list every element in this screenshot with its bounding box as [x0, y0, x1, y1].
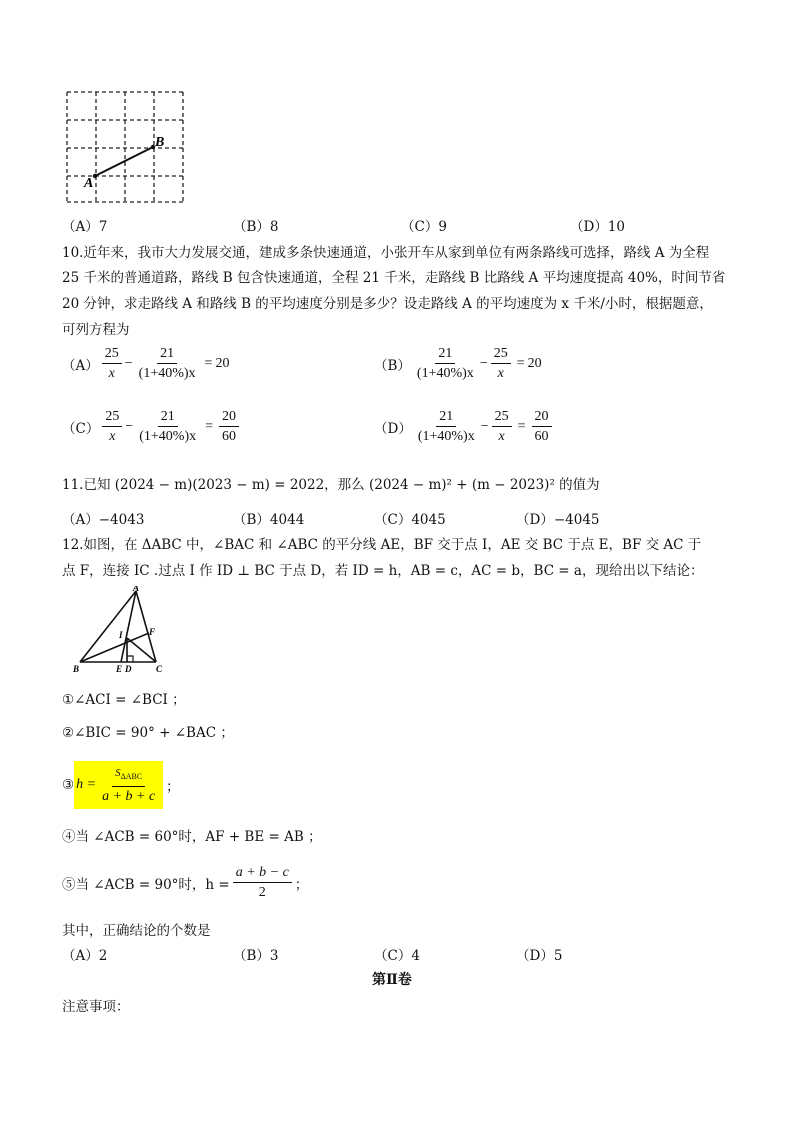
label-b: B [155, 135, 165, 150]
q12-question: 其中，正确结论的个数是 [62, 923, 211, 939]
q9-option-a: （A）7 [62, 219, 108, 235]
label-a: A [84, 176, 94, 191]
q9-option-b: （B）8 [233, 219, 279, 235]
q12-option-a: （A）2 [62, 948, 108, 964]
q10-option-a: （A） $\frac{25}{x}$ − $\frac{21}{(1+40\%)x}$ = 20 [62, 346, 230, 381]
q12-conclusion-2: ②∠BIC = 90° + ∠BAC ； [62, 725, 234, 741]
q12-conclusion-1: ①∠ACI = ∠BCI ； [62, 692, 186, 708]
q12-conclusion-5: ⑤当 ∠ACB = 90°时，h = $\frac{a + b - c}{2}$ ； [62, 865, 309, 900]
fig-label-f: F [149, 627, 156, 637]
point-a [93, 174, 97, 178]
fig-label-d: D [125, 664, 132, 674]
q10-stem-line-2: 25 千米的普通道路，路线 B 包含快速通道，全程 21 千米，走路线 B 比路线 A 平均速度提高 40%，时间节省 [62, 270, 726, 286]
q11-option-b: （B）4044 [233, 512, 305, 528]
q12-option-c: （C）4 [374, 948, 420, 964]
grid-figure [62, 88, 188, 206]
q10-option-b: （B） $\frac{21}{(1+40\%)x}$ − $\frac{25}{x}$ = 20 [374, 346, 542, 381]
q12-option-d: （D）5 [516, 948, 563, 964]
q10-stem-line-3: 20 分钟，求走路线 A 和路线 B 的平均速度分别是多少？设走路线 A 的平均速度为 x 千米/小时，根据题意， [62, 296, 713, 312]
section-title: 第Ⅱ卷 [372, 972, 412, 988]
q12-stem-line-1: 12.如图，在 ΔABC 中，∠BAC 和 ∠ABC 的平分线 AE，BF 交于点 I，AE 交 BC 于点 E，BF 交 AC 于 [62, 537, 702, 553]
segment-ab [95, 147, 153, 176]
fig-label-a: A [133, 586, 140, 593]
q12-conclusion-3: ③ h = $\frac{S_{\Delta ABC}}{a + b + c}$ ； [62, 761, 180, 809]
q11-option-a: （A）−4043 [62, 512, 145, 528]
fig-label-i: I [119, 630, 123, 640]
fig-label-b: B [73, 664, 80, 674]
triangle-figure [66, 586, 176, 676]
q10-stem-line-1: 10.近年来，我市大力发展交通，建成多条快速通道，小张开车从家到单位有两条路线可选择，路线 A 为全程 [62, 245, 710, 261]
q12-conclusion-4: ④当 ∠ACB = 60°时，AF + BE = AB ； [62, 829, 322, 845]
highlighted-formula: h = $\frac{S_{\Delta ABC}}{a + b + c}$ [74, 761, 163, 809]
q12-stem-line-2: 点 F，连接 IC .过点 I 作 ID ⊥ BC 于点 D，若 ID = h，AB = c，AC = b，BC = a，现给出以下结论： [62, 563, 704, 579]
q10-option-d: （D） $\frac{21}{(1+40\%)x}$ − $\frac{25}{x}$ = $\frac{20}{60}$ [374, 408, 555, 445]
q12-option-b: （B）3 [233, 948, 279, 964]
q10-option-c: （C） $\frac{25}{x}$ − $\frac{21}{(1+40\%)x}$ = $\frac{20}{60}$ [62, 408, 242, 445]
q11-option-d: （D）−4045 [516, 512, 600, 528]
fig-label-c: C [156, 664, 163, 674]
q10-stem-line-4: 可列方程为 [62, 322, 130, 338]
notes-label: 注意事项： [62, 999, 130, 1015]
q11-option-c: （C）4045 [374, 512, 446, 528]
q11-stem: 11.已知 (2024 − m)(2023 − m) = 2022，那么 (2024 − m)² + (m − 2023)² 的值为 [62, 477, 600, 493]
q9-option-d: （D）10 [570, 219, 626, 235]
fig-label-e: E [116, 664, 123, 674]
q9-option-c: （C）9 [401, 219, 447, 235]
